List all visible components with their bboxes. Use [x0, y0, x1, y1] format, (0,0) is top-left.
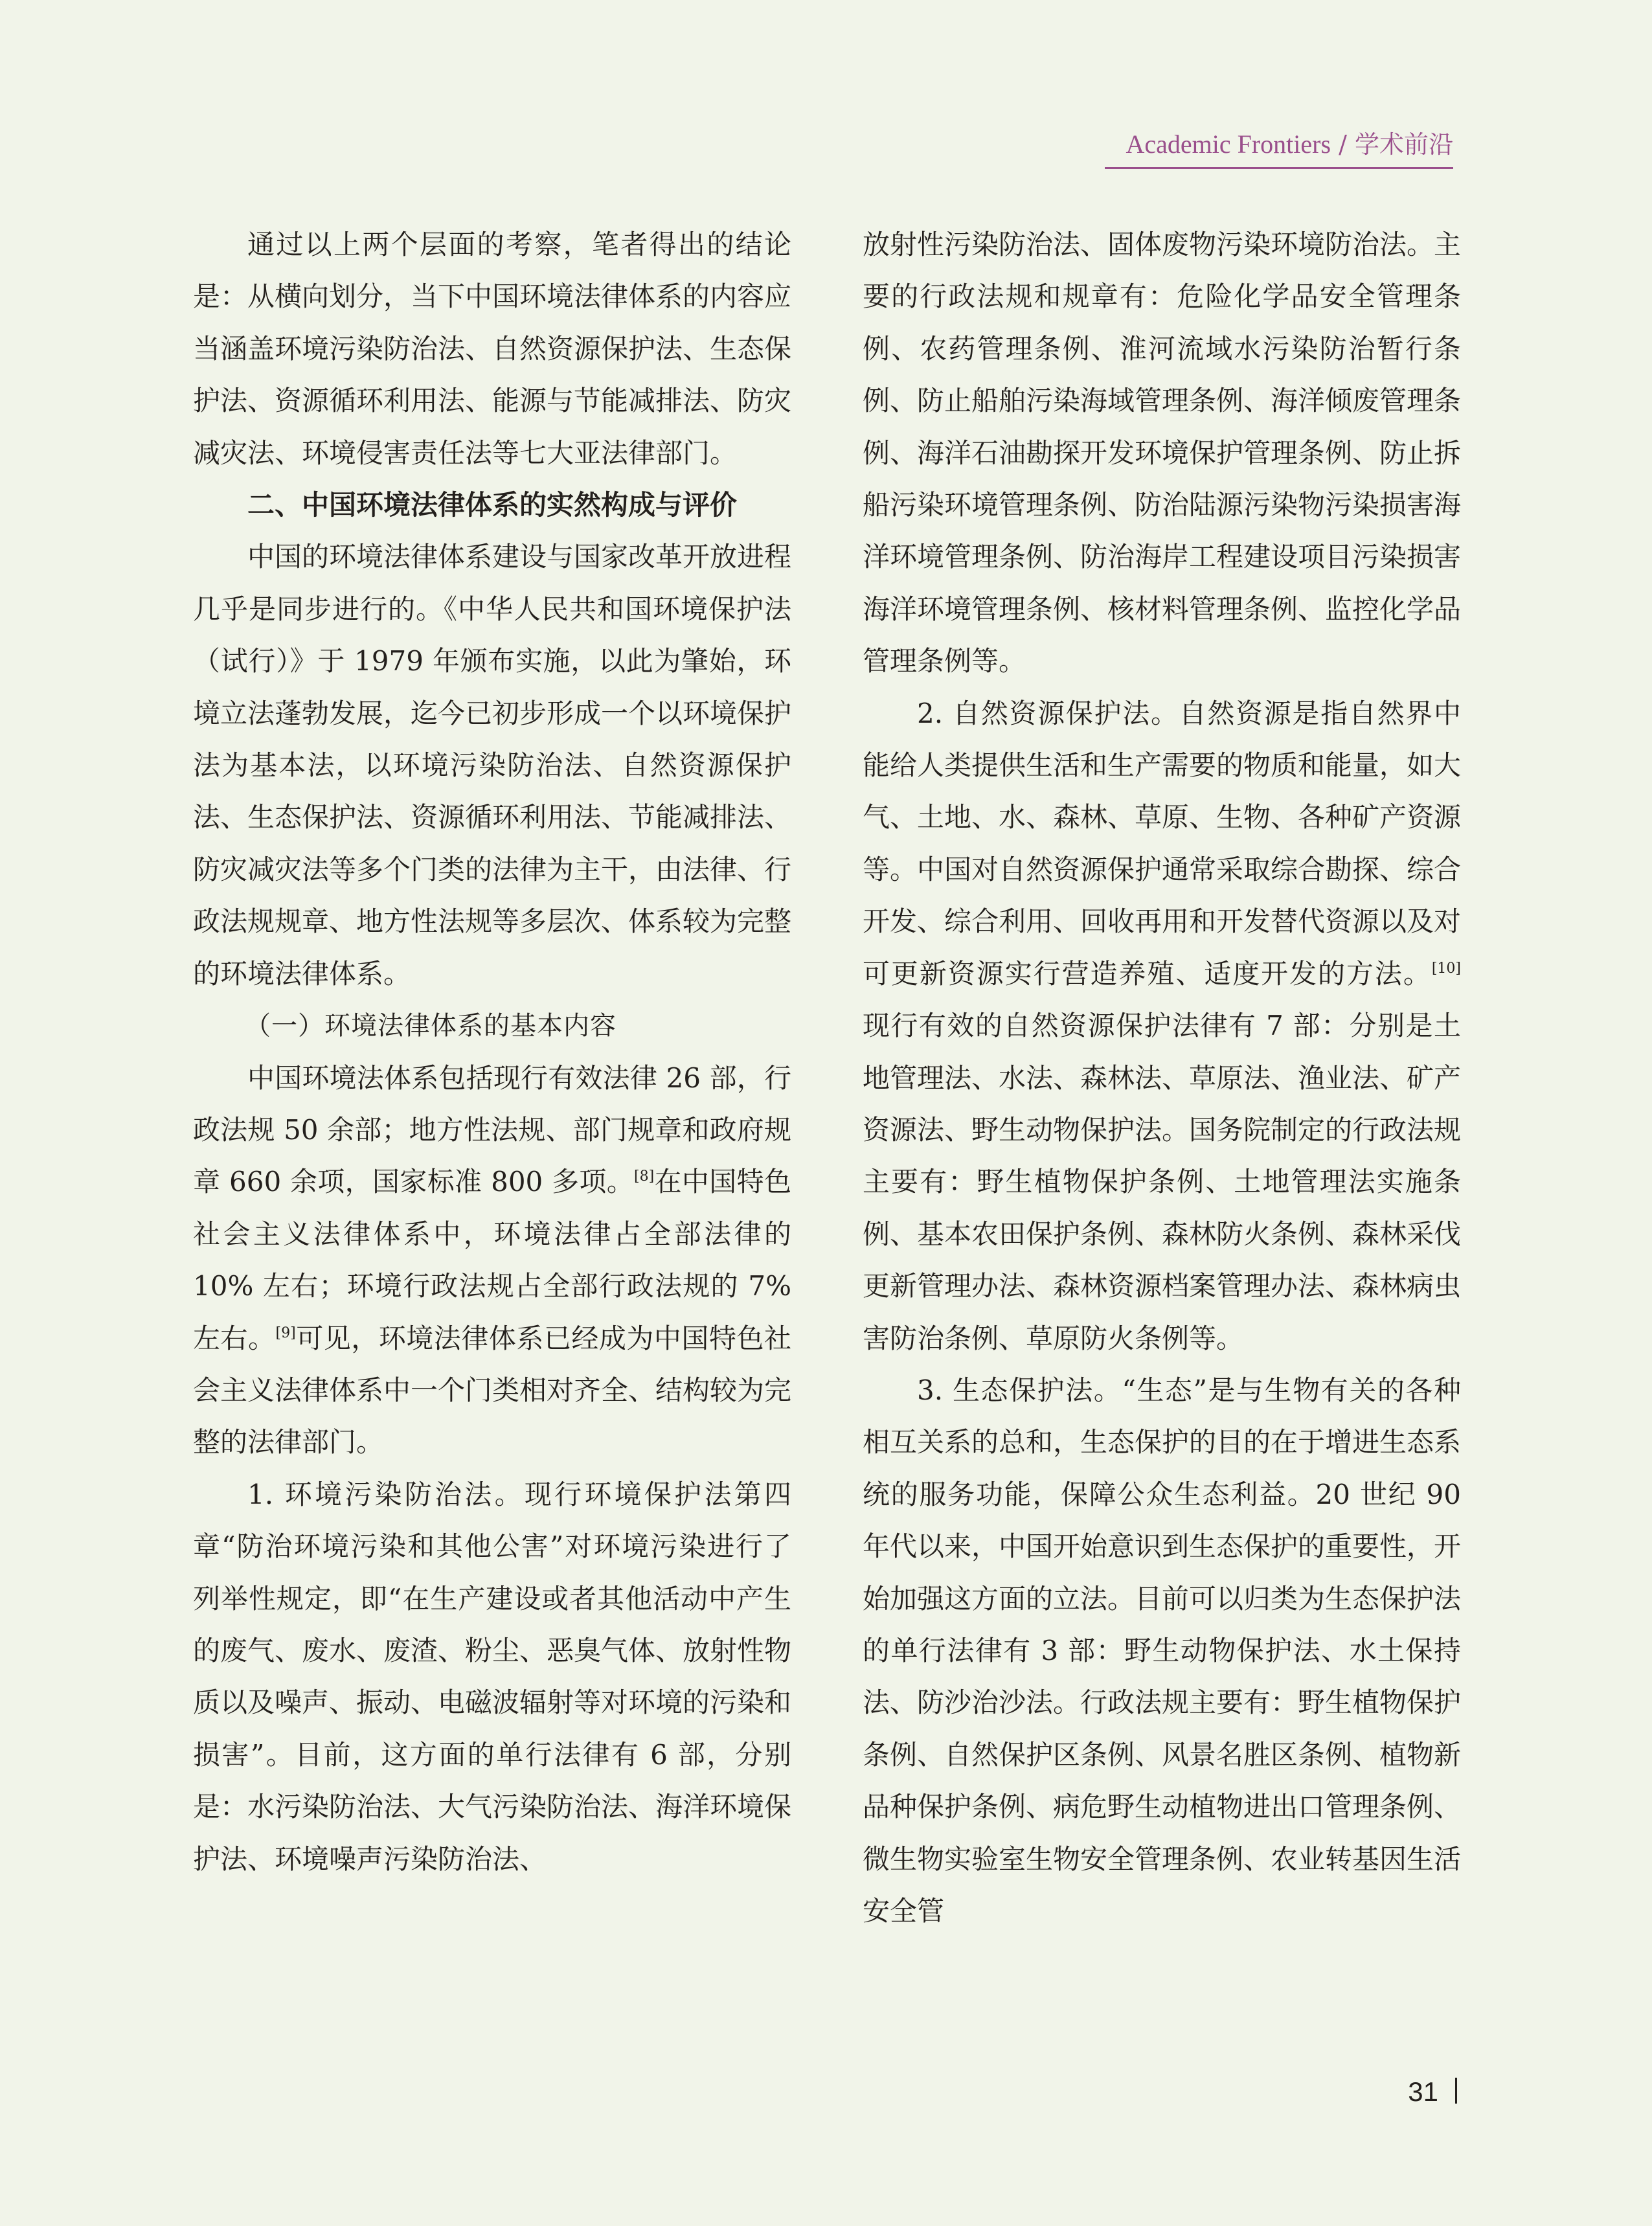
paragraph-pollution-law-continued: 放射性污染防治法、固体废物污染环境防治法。主要的行政法规和规章有：危险化学品安全管理条例、农药管理条例、淮河流域水污染防治暂行条例、防止船舶污染海域管理条例、海洋倾废管理条例、海洋石油勘探开发环境保护管理条例、防止拆船污染环境管理条例、防治陆源污染物污染损害海洋环境管理条例、防治海岸工程建设项目污染损害海洋环境管理条例、核材料管理条例、监控化学品管理条例等。 [863, 229, 1461, 677]
right-column [863, 219, 1461, 2032]
paragraph-pollution-law: 1. 环境污染防治法。现行环境保护法第四章“防治环境污染和其他公害”对环境污染进行了列举性规定，即“在生产建设或者其他活动中产生的废气、废水、废渣、粉尘、恶臭气体、放射性物质以及噪声、振动、电磁波辐射等对环境的污染和损害”。目前，这方面的单行法律有 6 部，分别是：水污染防治法、大气污染防治法、海洋环境保护法、环境噪声污染防治法、 [193, 1478, 791, 1875]
paragraph-natural-resources-law [863, 688, 1461, 1365]
left-column [193, 219, 791, 2032]
text-segment: 现行有效的自然资源保护法律有 7 部：分别是土地管理法、水法、森林法、草原法、渔业法、矿产资源法、野生动物保护法。国务院制定的行政法规主要有：野生植物保护条例、土地管理法实施条例、基本农田保护条例、森林防火条例、森林采伐更新管理办法、森林资源档案管理办法、森林病虫害防治条例、草原防火条例等。 [863, 1010, 1461, 1354]
section-heading-2: 二、中国环境法律体系的实然构成与评价 [247, 489, 738, 521]
text-segment: 2. 自然资源保护法。自然资源是指自然界中能给人类提供生活和生产需要的物质和能量，如大气、土地、水、森林、草原、生物、各种矿产资源等。中国对自然资源保护通常采取综合勘探、综合开发、综合利用、回收再用和开发替代资源以及对可更新资源实行营造养殖、适度开发的方法。 [863, 697, 1461, 990]
paragraph-conclusion: 通过以上两个层面的考察，笔者得出的结论是：从横向划分，当下中国环境法律体系的内容应当涵盖环境污染防治法、自然资源保护法、生态保护法、资源循环利用法、能源与节能减排法、防灾减灾法、环境侵害责任法等七大亚法律部门。 [193, 229, 791, 469]
subsection-heading-1: （一）环境法律体系的基本内容 [245, 1011, 617, 1041]
paragraph-ecological-protection-law: 3. 生态保护法。“生态”是与生物有关的各种相互关系的总和，生态保护的目的在于增进生态系统的服务功能，保障公众生态利益。20 世纪 90 年代以来，中国开始意识到生态保护的重要性，开始加强这方面的立法。目前可以归类为生态保护法的单行法律有 3 部：野生动物保护法、水土保持法、防沙治沙法。行政法规主要有：野生植物保护条例、自然保护区条例、风景名胜区条例、植物新品种保护条例、病危野生动植物进出口管理条例、微生物实验室生物安全管理条例、农业转基因生活安全管 [863, 1374, 1461, 1927]
journal-title-english: Academic Frontiers [1126, 130, 1331, 159]
page-number [1360, 2073, 1457, 2111]
journal-title-separator: / [1331, 130, 1355, 159]
citation-10: [10] [1431, 960, 1461, 977]
journal-title-chinese: 学术前沿 [1354, 130, 1453, 159]
text-segment: 在中国特色社会主义法律体系中，环境法律占全部法律的 10% 左右；环境行政法规占全部行政法规的 7% 左右。 [193, 1166, 791, 1354]
page-number-divider [1455, 2078, 1457, 2104]
citation-9: [9] [275, 1324, 296, 1341]
text-segment: 可见，环境法律体系已经成为中国特色社会主义法律体系中一个门类相对齐全、结构较为完整的法律部门。 [193, 1322, 791, 1459]
page-number-text: 31 [1408, 2076, 1438, 2107]
journal-header [1105, 122, 1453, 169]
text-segment: 中国环境法体系包括现行有效法律 26 部，行政法规 50 余部；地方性法规、部门规章和政府规章 660 余项，国家标准 800 多项。 [193, 1062, 791, 1198]
paragraph-basic-content [193, 1052, 791, 1469]
paragraph-history: 中国的环境法律体系建设与国家改革开放进程几乎是同步进行的。《中华人民共和国环境保护法（试行）》于 1979 年颁布实施，以此为肇始，环境立法蓬勃发展，迄今已初步形成一个以环境保护法为基本法，以环境污染防治法、自然资源保护法、生态保护法、资源循环利用法、节能减排法、防灾减灾法等多个门类的法律为主干，由法律、行政法规规章、地方性法规等多层次、体系较为完整的环境法律体系。 [193, 541, 791, 990]
citation-8: [8] [634, 1168, 655, 1185]
